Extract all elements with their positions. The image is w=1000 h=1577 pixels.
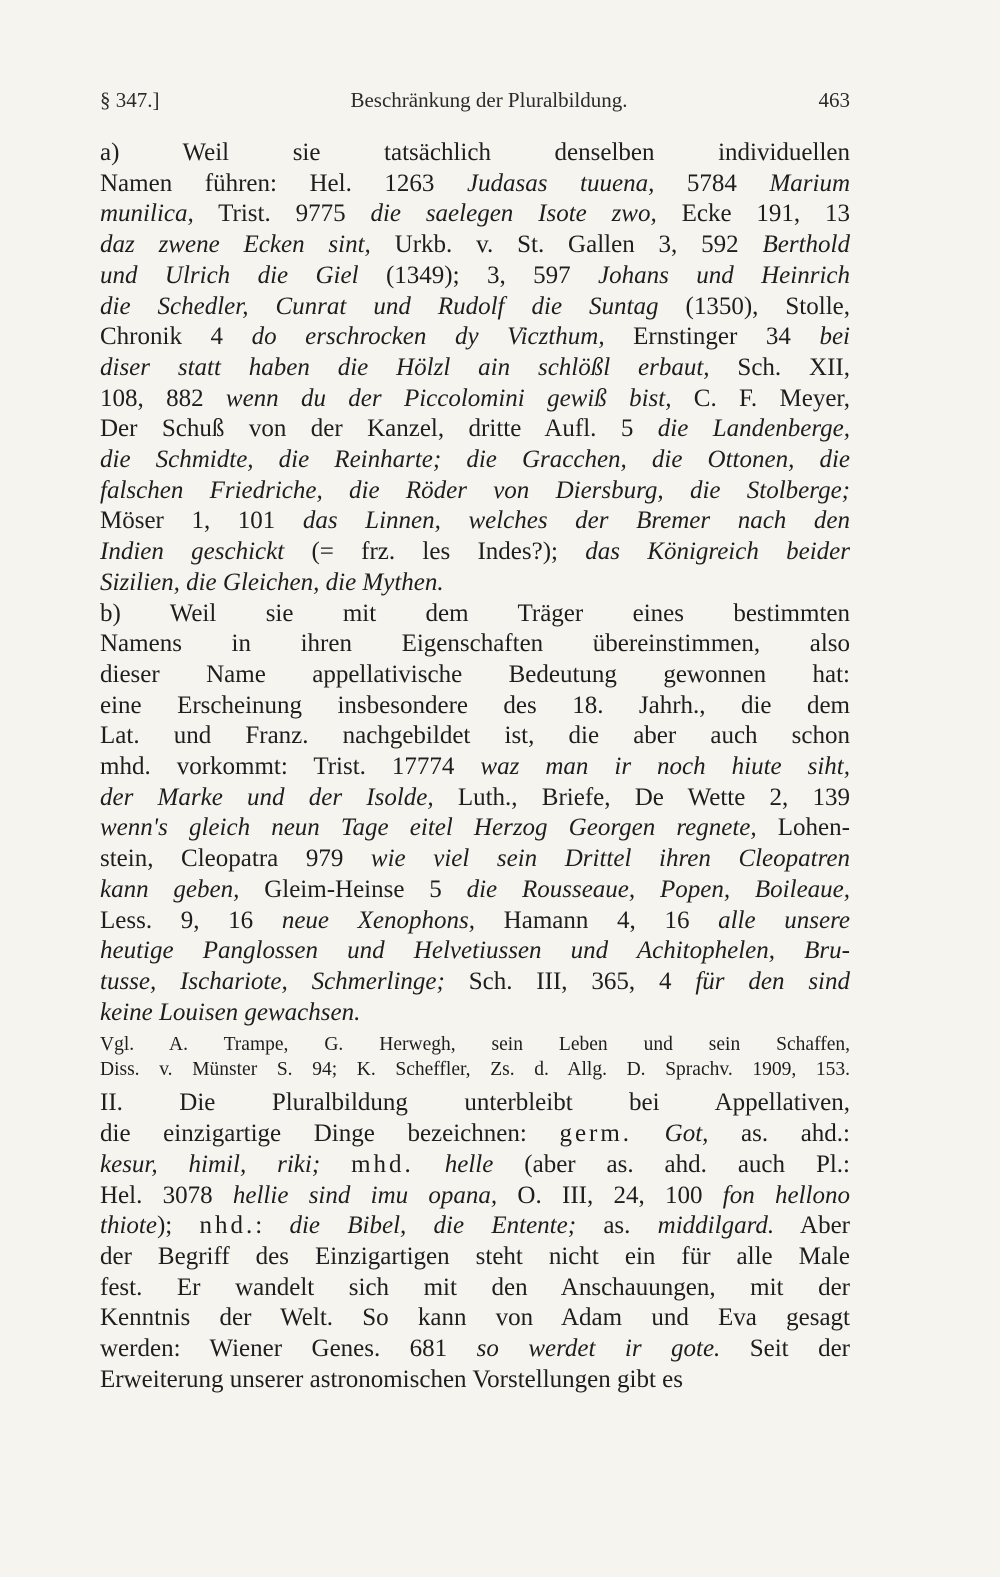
text-line [100, 599, 850, 630]
running-title: Beschränkung der Pluralbildung. [350, 88, 628, 112]
italic-text: waz man ir noch hiute siht, [480, 753, 850, 781]
body-text [100, 138, 850, 1395]
italic-text: alle unsere [718, 906, 850, 934]
text-span: germ. [559, 1120, 633, 1148]
text-line [100, 169, 850, 200]
text-span: Namen führen: Hel. 1263 [100, 169, 467, 197]
footnote [100, 1032, 850, 1082]
text-line [100, 1242, 850, 1273]
text-span: a) Weil sie tatsächlich denselben individuellen [100, 139, 850, 166]
text-span: stein, Cleopatra 979 [100, 845, 371, 873]
text-line [100, 752, 850, 783]
italic-text: das Königreich beider [585, 538, 850, 566]
text-line [100, 476, 850, 507]
text-line [100, 691, 850, 722]
text-line [100, 1032, 850, 1057]
italic-text: die Bibel, die Entente; [289, 1212, 577, 1240]
italic-text: falschen Friedriche, die Röder von Diersburg, die Stolberge; [100, 476, 850, 504]
text-line [100, 292, 850, 323]
italic-text: hellie sind imu opana, [232, 1181, 498, 1209]
italic-text: die Schmidte, die Reinharte; die Gracchen, die Ottonen, die [100, 446, 850, 474]
text-span: Ecke 191, 13 [656, 200, 851, 228]
text-span: mhd. [351, 1150, 414, 1178]
text-span: Urkb. v. St. Gallen 3, 592 [370, 231, 763, 259]
text-span: as. [576, 1212, 658, 1240]
text-line [100, 721, 850, 752]
text-span: Der Schuß von der Kanzel, dritte Aufl. 5 [100, 415, 658, 443]
text-span: nhd. [199, 1212, 256, 1240]
text-line [100, 1365, 850, 1396]
text-span: C. F. Meyer, [671, 384, 850, 412]
italic-text: helle [444, 1150, 494, 1178]
text-span: die einzigartige Dinge bezeichnen: [100, 1120, 560, 1148]
text-span: Namens in ihren Eigenschaften übereinstimmen, also [100, 630, 850, 658]
section-reference: § 347.] [100, 88, 160, 112]
italic-text: keine Louisen gewachsen. [100, 998, 361, 1026]
text-span: Lohen- [756, 814, 850, 842]
text-span: Lat. und Franz. nachgebildet ist, die aber auch schon [100, 722, 850, 750]
italic-text: das Linnen, welches der Bremer nach den [302, 507, 850, 535]
text-span: dieser Name appellativische Bedeutung gewonnen hat: [100, 660, 850, 688]
italic-text: für den sind [695, 967, 850, 995]
paragraph-a [100, 138, 850, 599]
text-span: Luth., Briefe, De Wette 2, 139 [433, 783, 850, 811]
text-span: ); [156, 1212, 200, 1240]
text-line [100, 1273, 850, 1304]
paragraph-b [100, 599, 850, 1029]
italic-text: die saelegen Isote zwo, [370, 200, 657, 228]
text-span: 108, 882 [100, 384, 226, 412]
running-header [100, 88, 850, 113]
italic-text: Johans und Heinrich [598, 261, 850, 289]
text-line [100, 138, 850, 169]
text-line [100, 936, 850, 967]
text-line [100, 1211, 850, 1242]
text-line [100, 1119, 850, 1150]
text-span: (= frz. les Indes?); [284, 538, 586, 566]
text-line [100, 660, 850, 691]
text-line [100, 414, 850, 445]
italic-text: tusse, Ischariote, Schmerlinge; [100, 967, 445, 995]
text-line [100, 384, 850, 415]
italic-text: fon hellono [722, 1181, 850, 1209]
text-line [100, 261, 850, 292]
italic-text: kesur, himil, riki; [100, 1150, 321, 1178]
text-line [100, 445, 850, 476]
italic-text: middilgard. [657, 1212, 775, 1240]
italic-text: kann geben, [100, 875, 240, 903]
italic-text: der Marke und der Isolde, [100, 783, 434, 811]
text-span [632, 1120, 665, 1147]
text-span: Möser 1, 101 [100, 507, 303, 535]
text-span: (1350), Stolle, [658, 292, 850, 320]
text-span: Sch. XII, [709, 353, 850, 381]
italic-text: Got, [664, 1120, 709, 1148]
text-line [100, 1150, 850, 1181]
text-span: b) Weil sie mit dem Träger eines bestimmten [100, 599, 850, 627]
text-span [320, 1151, 351, 1178]
italic-text: bei [819, 323, 850, 351]
text-span: 5784 [654, 169, 770, 197]
text-line [100, 844, 850, 875]
text-line [100, 1088, 850, 1119]
text-span: Seit der [720, 1335, 850, 1363]
text-span: Erweiterung unserer astronomischen Vorstellungen gibt es [100, 1365, 683, 1393]
italic-text: do erschrocken dy Viczthum, [251, 323, 605, 351]
text-span: Hamann 4, 16 [475, 906, 719, 934]
italic-text: die Schedler, Cunrat und Rudolf die Suntag [100, 292, 659, 320]
text-span: eine Erscheinung insbesondere des 18. Jahrh., die dem [100, 691, 850, 719]
text-line [100, 199, 850, 230]
page-number: 463 [818, 88, 850, 112]
text-line [100, 506, 850, 537]
text-line [100, 230, 850, 261]
text-span: O. III, 24, 100 [497, 1181, 723, 1209]
text-span: fest. Er wandelt sich mit den Anschauungen, mit der [100, 1273, 850, 1301]
text-span: Diss. v. Münster S. 94; K. Scheffler, Zs. d. Allg. D. Sprachv. 1909, 153. [100, 1059, 850, 1081]
text-span: (aber as. ahd. auch Pl.: [493, 1150, 850, 1178]
text-line [100, 1181, 850, 1212]
text-line [100, 1303, 850, 1334]
italic-text: Berthold [762, 231, 850, 259]
italic-text: Indien geschickt [100, 538, 285, 566]
text-span: Aber [774, 1212, 850, 1240]
italic-text: Marium [769, 169, 851, 197]
text-line [100, 813, 850, 844]
text-line [100, 353, 850, 384]
text-span: Kenntnis der Welt. So kann von Adam und Eva gesagt [100, 1304, 850, 1332]
text-span: Gleim-Heinse 5 [239, 875, 467, 903]
italic-text: wie viel sein Drittel ihren Cleopatren [370, 845, 850, 873]
text-line [100, 783, 850, 814]
italic-text: neue Xenophons, [281, 906, 476, 934]
text-span: Less. 9, 16 [100, 906, 282, 934]
text-line [100, 537, 850, 568]
text-span: mhd. vorkommt: Trist. 17774 [100, 753, 481, 781]
italic-text: thiote [100, 1212, 157, 1240]
italic-text: die Rousseaue, Popen, Boileaue, [466, 875, 851, 903]
italic-text: wenn's gleich neun Tage eitel Herzog Georgen regnete, [100, 814, 757, 842]
text-line [100, 998, 850, 1029]
text-span: II. Die Pluralbildung unterbleibt bei Appellativen, [100, 1089, 850, 1117]
text-line [100, 568, 850, 599]
text-span: werden: Wiener Genes. 681 [100, 1335, 477, 1363]
text-span: Hel. 3078 [100, 1181, 233, 1209]
italic-text: und Ulrich die Giel [100, 261, 359, 289]
text-span: der Begriff des Einzigartigen steht nicht ein für alle Male [100, 1242, 850, 1270]
italic-text: Judasas tuuena, [466, 169, 655, 197]
text-line [100, 875, 850, 906]
italic-text: daz zwene Ecken sint, [100, 231, 371, 259]
text-line [100, 1057, 850, 1082]
text-line [100, 322, 850, 353]
italic-text: diser statt haben die Hölzl ain schlößl erbaut, [100, 353, 710, 381]
italic-text: munilica, [100, 200, 194, 228]
text-span: Ernstinger 34 [604, 323, 820, 351]
text-line [100, 629, 850, 660]
text-line [100, 906, 850, 937]
text-span: Trist. 9775 [193, 200, 371, 228]
italic-text: wenn du der Piccolomini gewiß bist, [225, 384, 672, 412]
text-span: as. ahd.: [708, 1120, 850, 1148]
italic-text: so werdet ir gote. [476, 1335, 721, 1363]
paragraph-II [100, 1088, 850, 1395]
italic-text: heutige Panglossen und Helvetiussen und Achitophelen, Bru- [100, 937, 850, 965]
italic-text: die Landenberge, [657, 415, 850, 443]
italic-text: Sizilien, die Gleichen, die Mythen. [100, 568, 444, 596]
text-span: Chronik 4 [100, 323, 252, 351]
text-span: : [255, 1212, 290, 1240]
text-line [100, 967, 850, 998]
text-span: (1349); 3, 597 [358, 261, 598, 289]
text-span [414, 1151, 445, 1178]
text-span: Sch. III, 365, 4 [444, 967, 696, 995]
text-line [100, 1334, 850, 1365]
text-span: Vgl. A. Trampe, G. Herwegh, sein Leben und sein Schaffen, [100, 1034, 850, 1056]
